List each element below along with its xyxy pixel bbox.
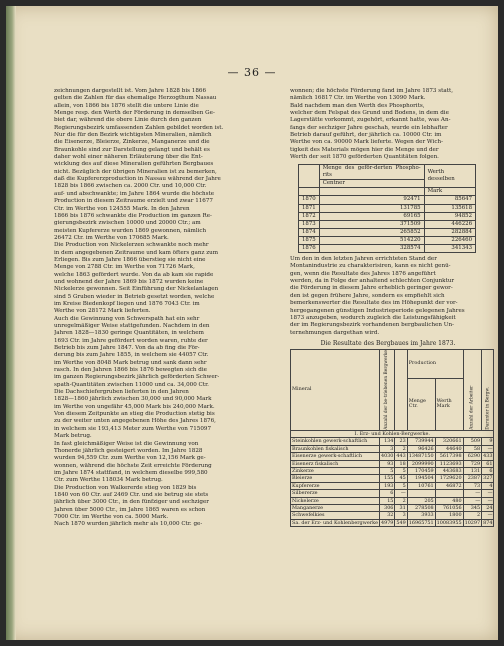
text-line: Die Production von Nickelerzen schwankte noch mehr: [54, 242, 209, 249]
mineral-name-cell: Steinkohlen gewerk-schaftlich: [291, 438, 380, 445]
phos-unit-header: Centner: [319, 180, 424, 188]
text-line: Die Dachschiefergruben lieferten in den Jahren: [54, 389, 189, 396]
werth-cell: 480: [435, 497, 463, 504]
arbeiter-cell: 58: [463, 445, 482, 452]
text-line: spath-Quantitäten zwischen 11000 und ca. 34,000 Ctr.: [54, 381, 209, 388]
phos-menge-cell: 92471: [319, 196, 424, 204]
text-line: Um den in den letzten Jahren errichteten Stand der: [290, 256, 437, 263]
phos-werth-cell: 341343: [424, 245, 475, 253]
mining-production-header: Production: [407, 350, 463, 378]
text-line: gen, wenn die Resultate des Jahres 1876 angeführt: [290, 270, 436, 277]
text-line: im ganzen Regierungsbezirk jährlich geförderten Schwer-: [54, 374, 220, 381]
vertheilt-cell: 61: [482, 460, 494, 467]
text-line: gierungsbezirk zwischen 10000 und 20000 Ctr.; am: [54, 220, 201, 227]
table-row: [291, 453, 494, 460]
phos-werth-cell: 94852: [424, 212, 475, 220]
menge-cell: 739944: [407, 438, 435, 445]
text-line: im Werthe von 8048 Mark betrug und sank dann sehr: [54, 359, 207, 366]
arbeiter-cell: 2387: [463, 475, 482, 482]
mineral-name-cell: Zinkerze: [291, 467, 380, 474]
vertheilt-cell: 433: [483, 453, 493, 460]
werth-cell: [435, 490, 463, 497]
text-line: 26472 Ctr. im Werthe von 170685 Mark.: [54, 234, 169, 241]
werth-cell: 10083955: [436, 519, 462, 526]
mineral-name-cell: Schwefelkies: [291, 512, 380, 519]
werth-cell: 1800: [435, 512, 463, 519]
text-line: die Eisenerze, Bleierze, Zinkerze, Manganerze und die: [54, 139, 210, 146]
phos-werth-cell: 85647: [424, 196, 475, 204]
text-line: unregelmäßiger Weise stattgefunden. Nachdem in den: [54, 323, 210, 329]
vertheilt-cell: 24: [482, 505, 494, 512]
table-row: [299, 196, 476, 204]
werth-cell: 5617398: [435, 453, 463, 460]
phos-werth-cell: 135618: [424, 204, 475, 212]
text-line: auf- und abschwankte; im Jahre 1864 wurde die höchste: [54, 190, 215, 197]
text-line: Montanindustrie zu charakterisiren, kann es nicht genü-: [290, 263, 451, 270]
werke-cell: 4979: [380, 519, 394, 526]
table-row: [299, 236, 476, 244]
menge-cell: 194504: [407, 475, 435, 482]
text-line: rasch. In den Jahren 1866 bis 1876 bewegten sich die: [54, 367, 207, 374]
phos-werth-header: Werth desselben: [424, 165, 475, 188]
text-line: in welchem sie 193,413 Meter zum Werthe von 715097: [54, 425, 212, 432]
menge-cell: 10761: [407, 482, 435, 489]
phos-year-cell: 1873: [299, 220, 320, 228]
text-line: Jahren über 5000 Ctr., im Jahre 1865 waren es schon: [54, 506, 206, 513]
menge-cell: 13487150: [408, 453, 434, 460]
menge-cell: 3933: [407, 512, 435, 519]
text-line: 1866 bis 1876 schwankte die Production im ganzen Re-: [54, 212, 212, 219]
mineral-name-cell: Eisenerz fiskalisch: [291, 460, 380, 467]
text-line: tigkeit des Materials mögen hier die Menge und der: [290, 146, 439, 153]
werke-cell: 134: [379, 438, 394, 445]
arbeiter-cell: 729: [463, 460, 482, 467]
phosphorite-table: [298, 164, 476, 253]
text-line: Production in diesem Zeitraume erzielt und zwar 11677: [54, 198, 213, 205]
werke-cell: 4030: [380, 453, 394, 460]
text-line: Betrieb darauf geführt, der jährlich ca. 10000 Ctr. im: [290, 132, 442, 139]
werth-cell: 1729620: [435, 475, 463, 482]
phos-year-header: [299, 165, 320, 188]
betrieb-cell: 45: [395, 475, 407, 482]
text-line: wicklung des auf diese Mineralien geführten Bergbaues: [54, 161, 214, 168]
right-column: [290, 88, 493, 527]
page-number: — 36 —: [227, 66, 277, 79]
mineral-name-cell: Eisenerze gewerk-schaftlich: [291, 453, 380, 460]
betrieb-cell: 31: [395, 505, 407, 512]
text-line: 7000 Ctr. im Werthe von ca. 5000 Mark.: [54, 513, 169, 520]
text-line: ternehmungen dargethan wird.: [290, 329, 380, 336]
betrieb-cell: 2: [395, 445, 407, 452]
mining-werth-header: Werth Mark: [435, 378, 463, 430]
phos-year-cell: 1875: [299, 236, 320, 244]
phos-werth-cell: 282884: [424, 228, 475, 236]
table-row: [291, 490, 494, 497]
mineral-name-cell: Silbererze: [291, 490, 380, 497]
betrieb-cell: 5: [395, 467, 407, 474]
werke-cell: 155: [379, 475, 394, 482]
vertheilt-cell: —: [482, 512, 494, 519]
mining-results-table: [290, 349, 494, 527]
table-row: [291, 505, 494, 512]
text-line: biet dar, während die obere Linie durch den ganzen: [54, 117, 202, 124]
vertheilt-cell: 9: [482, 438, 494, 445]
book-page: [6, 6, 498, 640]
table-row: [291, 467, 494, 474]
text-line: Werth der seit 1870 geförderten Quantitäten folgen.: [290, 154, 439, 161]
text-line: welcher dem Felspat des Grund und Bodens, in dem die: [290, 110, 449, 117]
mineral-name-cell: Braunkohlen fiskalisch: [291, 445, 380, 452]
arbeiter-cell: 509: [463, 438, 482, 445]
werke-cell: 306: [379, 505, 394, 512]
text-line: Menge von 2788 Ctr. im Werthe von 71726 Mark,: [54, 264, 195, 271]
werke-cell: 6: [379, 490, 394, 497]
phos-year-cell: 1870: [299, 196, 320, 204]
betrieb-cell: 3: [395, 512, 407, 519]
phos-year-cell: 1871: [299, 204, 320, 212]
phos-menge-cell: 514220: [319, 236, 424, 244]
text-line: Erliegen. Bis zum Jahre 1866 überstieg sie nicht eine: [54, 256, 206, 263]
text-line: In fast gleichmäßiger Weise ist die Gewinnung von: [54, 440, 199, 447]
text-line: werden, da in Folge der anhaltend schlechten Conjunktur: [290, 278, 455, 285]
text-line: wonnen, während die höchste Zeit erreichte Förderung: [54, 462, 212, 469]
arbeiter-cell: 2: [463, 512, 482, 519]
werth-cell: 46872: [435, 482, 463, 489]
text-line: Betrieb bis zum Jahre 1847. Von da ab fing die För-: [54, 345, 200, 352]
menge-cell: 96426: [407, 445, 435, 452]
mining-table-title: Die Resultate des Bergbaues im Jahre 1873.: [320, 339, 456, 347]
werth-cell: 1123693: [435, 460, 463, 467]
text-line: fangs der sechziger Jahre geschah, wurde ein lebhafter: [290, 124, 448, 131]
betrieb-cell: 443: [396, 453, 406, 460]
text-line: daß die Kupfererzproduction in Nassau während der Jahre: [54, 176, 221, 183]
werke-cell: 93: [379, 460, 394, 467]
text-line: die Förderung in diesem Jahre erheblich geringer gewor-: [290, 285, 453, 292]
text-line: 1693 Ctr. im Jahre gefördert worden waren, ruhte der: [54, 337, 208, 344]
phos-year-cell: 1872: [299, 212, 320, 220]
text-line: Die Production von Walkererde stieg von 1829 bis: [54, 484, 197, 491]
mineral-name-cell: Kupfererze: [291, 482, 380, 489]
text-line: Jahren 1828—1830 geringe Quantitäten, in welchem: [54, 330, 204, 337]
table-row: [299, 245, 476, 253]
text-line: in dem angegebenen Zeitraume und kam öfters ganz zum: [54, 249, 219, 256]
text-line: wurden 94,559 Ctr. zum Werthe von 12,156 Mark ge-: [54, 455, 206, 462]
betrieb-cell: 2: [395, 497, 407, 504]
menge-cell: 278508: [407, 505, 435, 512]
vertheilt-cell: 874: [483, 519, 493, 526]
text-line: gelten die Zahlen für das ehemalige Herzogthum Nassau: [54, 95, 217, 102]
phos-menge-cell: 328574: [319, 245, 424, 253]
betrieb-cell: —: [395, 490, 407, 497]
vertheilt-cell: —: [482, 445, 494, 452]
text-line: den ist gegen frühere Jahre, sondern es empfiehlt sich: [290, 292, 445, 299]
menge-cell: [407, 490, 435, 497]
text-line: zeichnungen dargestellt ist. Vom Jahre 1828 bis 1866: [54, 88, 207, 94]
text-line: nicht. Bezüglich der übrigen Mineralien ist zu bemerken,: [54, 168, 217, 175]
table-row: [291, 482, 494, 489]
text-line: zu der weiter unten angegebenen Höhe des Jahres 1876,: [54, 418, 216, 425]
phos-menge-cell: 69165: [319, 212, 424, 220]
text-line: 1828 bis 1866 zwischen ca. 2000 Ctr. und 10,000 Ctr.: [54, 183, 207, 190]
text-line: und wohnend der Jahre 1869 bis 1872 wurden keine: [54, 278, 204, 285]
table-row: [291, 445, 494, 452]
mineral-name-cell: Nickelerze: [291, 497, 380, 504]
werth-cell: 320661: [435, 438, 463, 445]
werke-cell: 5: [379, 467, 394, 474]
right-column-body: [290, 256, 486, 337]
menge-cell: 205: [407, 497, 435, 504]
text-line: im Werthe von ungefähr 45,000 Mark bis 240,000 Mark.: [54, 403, 215, 410]
text-line: Regierungsbezirk umfassenden Zahlen gebildet worden ist.: [54, 124, 224, 131]
text-line: im Kreise Biedenkopf liegen und 1876 7043 Ctr. im: [54, 300, 200, 307]
table-row: [291, 460, 494, 467]
betrieb-cell: 549: [396, 519, 406, 526]
menge-cell: 16965751: [408, 519, 434, 526]
arbeiter-cell: 73: [463, 482, 482, 489]
vertheilt-cell: 6: [482, 467, 494, 474]
mineral-name-cell: Sa. der Erz- und Kohlenbergwerke: [292, 519, 378, 526]
betrieb-cell: 5: [395, 482, 407, 489]
text-line: im Jahre 1874 stattfand, in welchem dieselbe 999,580: [54, 469, 208, 476]
mineral-name-cell: Manganerze: [291, 505, 380, 512]
text-line: jährlich über 3000 Ctr., in den fünfziger und sechziger: [54, 499, 209, 506]
text-line: welche 1863 gefördert wurde. Von da ab kam sie rapide: [54, 271, 214, 278]
vertheilt-cell: —: [482, 497, 494, 504]
text-line: Thonerde jährlich gesteigert worden. Im Jahre 1828: [54, 447, 203, 454]
phos-werth-unit: Mark: [424, 188, 475, 196]
text-line: meisten Kupfererze wurden 1869 gewonnen, nämlich: [54, 227, 207, 234]
text-line: daher wohl einer näheren Erläuterung über die Ent-: [54, 154, 203, 161]
phos-werth-cell: 446226: [424, 220, 475, 228]
text-line: Mark betrug.: [54, 433, 92, 440]
text-line: Nickelerze gewonnen. Seit Einführung der Nickelanlagen: [54, 286, 219, 293]
table-row: [291, 475, 494, 482]
text-line: Nur die für den Bezirk wichtigsten Mineralien, nämlich: [54, 132, 212, 139]
betrieb-cell: 23: [395, 438, 407, 445]
menge-cell: 170459: [407, 467, 435, 474]
right-column-intro: [290, 88, 486, 161]
text-line: Bald nachdem man den Werth des Phosphorits,: [290, 102, 425, 109]
table-row: [299, 212, 476, 220]
werke-cell: 32: [379, 512, 394, 519]
book-spine: [6, 6, 16, 640]
text-line: Ctr. zum Werthe 118034 Mark betrug.: [54, 477, 163, 484]
arbeiter-cell: 6290: [463, 453, 482, 460]
text-line: Braunkohle sind zur Darstellung gelangt und behält es: [54, 146, 210, 153]
text-line: 1873 anzugeben, wodurch zugleich die Leistungsfähigkeit: [290, 314, 456, 321]
werth-cell: 443683: [435, 467, 463, 474]
text-line: Werthe von ca. 90000 Mark lieferte. Wegen der Wich-: [290, 139, 443, 146]
text-line: Nach 1870 wurden jährlich mehr als 10,000 Ctr. ge-: [54, 521, 203, 528]
mining-werke-header: Anzahl der be-triebenen Bergwerke: [379, 350, 394, 431]
text-line: nämlich 16817 Ctr. im Werthe von 13090 Mark.: [290, 95, 426, 102]
mining-mineral-header: Mineral: [291, 350, 380, 431]
table-row: [291, 519, 494, 526]
text-line: allein, von 1866 bis 1876 stellt die untere Linie die: [54, 102, 199, 109]
mineral-name-cell: Bleierze: [291, 475, 380, 482]
text-line: Lagerstätte vorkommt, zugehört, erkannt hatte, was An-: [290, 117, 451, 124]
text-line: Werthe von 28172 Mark lieferten.: [54, 308, 151, 315]
table-row: [291, 497, 494, 504]
phos-menge-cell: 265852: [319, 228, 424, 236]
phos-werth-cell: 226460: [424, 236, 475, 244]
text-line: der im Regierungsbezirk vorhandenen bergbaulichen Un-: [290, 322, 455, 329]
table-row: [299, 204, 476, 212]
table-row: [299, 228, 476, 236]
menge-cell: 2099990: [407, 460, 435, 467]
werth-cell: 44640: [435, 445, 463, 452]
text-line: Menge resp. den Werth der Förderung in demselben Ge-: [54, 110, 215, 117]
phos-year-cell: 1876: [299, 245, 320, 253]
text-line: wonnen; die höchste Förderung fand im Jahre 1873 statt,: [290, 88, 453, 94]
vertheilt-cell: —: [482, 490, 494, 497]
arbeiter-cell: 345: [463, 505, 482, 512]
mining-arbeiter-header: Anzahl der Arbeiter: [463, 350, 482, 431]
mining-section-heading: I. Erz- und Kohlen-Bergwerke.: [291, 430, 494, 437]
text-line: 1840 von 60 Ctr. auf 2469 Ctr. und sie betrug sie stets: [54, 491, 209, 498]
mining-vertheilt-header: Darunter in Bergw.: [482, 350, 494, 431]
left-column: [54, 88, 264, 529]
arbeiter-cell: 10297: [464, 519, 481, 526]
text-line: derung bis zum Jahre 1855, in welchem sie 44057 Ctr.: [54, 352, 209, 359]
phos-menge-header: Menge des geför-derten Phospho-rits: [319, 165, 424, 180]
arbeiter-cell: —: [463, 497, 482, 504]
table-row: [291, 512, 494, 519]
table-row: [299, 220, 476, 228]
vertheilt-cell: 4: [482, 482, 494, 489]
arbeiter-cell: —: [463, 490, 482, 497]
text-line: sind 5 Gruben wieder in Betrieb gesetzt worden, welche: [54, 293, 215, 300]
werth-cell: 761056: [435, 505, 463, 512]
werke-cell: 15: [379, 497, 394, 504]
table-row: [291, 438, 494, 445]
phos-menge-cell: 131785: [319, 204, 424, 212]
text-line: Von diesem Zeitpunkte an stieg die Production stetig bis: [54, 411, 215, 418]
text-line: Auch die Gewinnung von Schwerspath hat ein sehr: [54, 315, 200, 322]
text-line: 1828—1860 jährlich zwischen 30,000 und 90,000 Mark: [54, 396, 212, 403]
text-line: bemerkenswerter die Resultate des im Höhepunkt der vor-: [290, 300, 458, 307]
text-line: hergegangenen günstigen Industrieperiode gelegenen Jahres: [290, 307, 465, 314]
werke-cell: 3: [379, 445, 394, 452]
text-line: Ctr. im Werthe von 124555 Mark. In den Jahren: [54, 205, 190, 212]
arbeiter-cell: 131: [463, 467, 482, 474]
werke-cell: 193: [379, 482, 394, 489]
mining-menge-header: Menge Ctr.: [407, 378, 435, 430]
betrieb-cell: 18: [395, 460, 407, 467]
vertheilt-cell: 327: [483, 475, 493, 482]
phos-menge-cell: 371509: [319, 220, 424, 228]
phos-year-cell: 1874: [299, 228, 320, 236]
